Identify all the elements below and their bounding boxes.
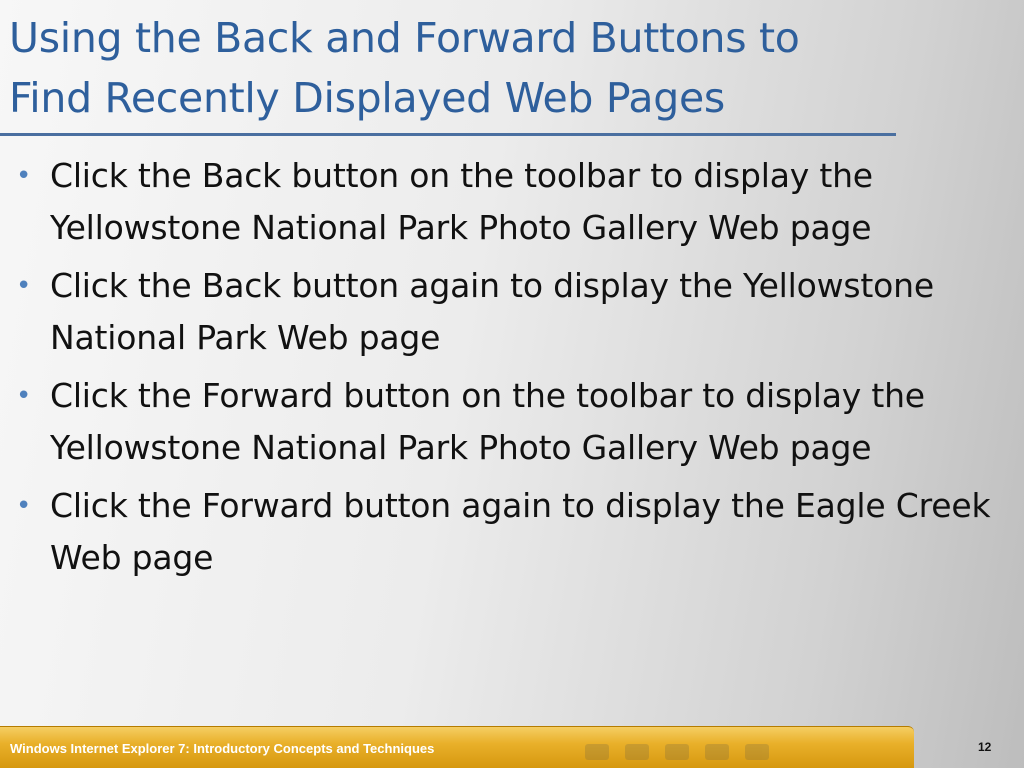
- slide-title-line-2: Find Recently Displayed Web Pages: [9, 74, 725, 122]
- slide-title-line-1: Using the Back and Forward Buttons to: [9, 14, 800, 62]
- footer-bar: [0, 726, 914, 768]
- slide-title: [9, 8, 999, 128]
- bullet-text: Click the Back button on the toolbar to display the Yellowstone National Park Photo Gallery Web page: [50, 156, 873, 247]
- bullet-item: [16, 480, 1011, 584]
- bullet-marker: •: [16, 161, 32, 191]
- bullet-item: [16, 370, 1011, 474]
- bullet-marker: •: [16, 381, 32, 411]
- bullet-text: Click the Back button again to display the Yellowstone National Park Web page: [50, 266, 934, 357]
- page-menu-icon: [705, 744, 729, 760]
- title-underline: [0, 133, 896, 136]
- print-icon: [665, 744, 689, 760]
- bullet-item: [16, 260, 1011, 364]
- bullet-marker: •: [16, 271, 32, 301]
- bullet-text: Click the Forward button on the toolbar to display the Yellowstone National Park Photo Gallery Web page: [50, 376, 925, 467]
- bullet-item: [16, 150, 1011, 254]
- home-icon: [585, 744, 609, 760]
- bullet-marker: •: [16, 491, 32, 521]
- toolbar-watermark: [585, 744, 769, 760]
- page-number: 12: [978, 740, 992, 754]
- tools-menu-icon: [745, 744, 769, 760]
- bullet-list: [16, 150, 1011, 590]
- bullet-text: Click the Forward button again to display the Eagle Creek Web page: [50, 486, 991, 577]
- footer-text: Windows Internet Explorer 7: Introductory Concepts and Techniques: [10, 741, 435, 756]
- feeds-icon: [625, 744, 649, 760]
